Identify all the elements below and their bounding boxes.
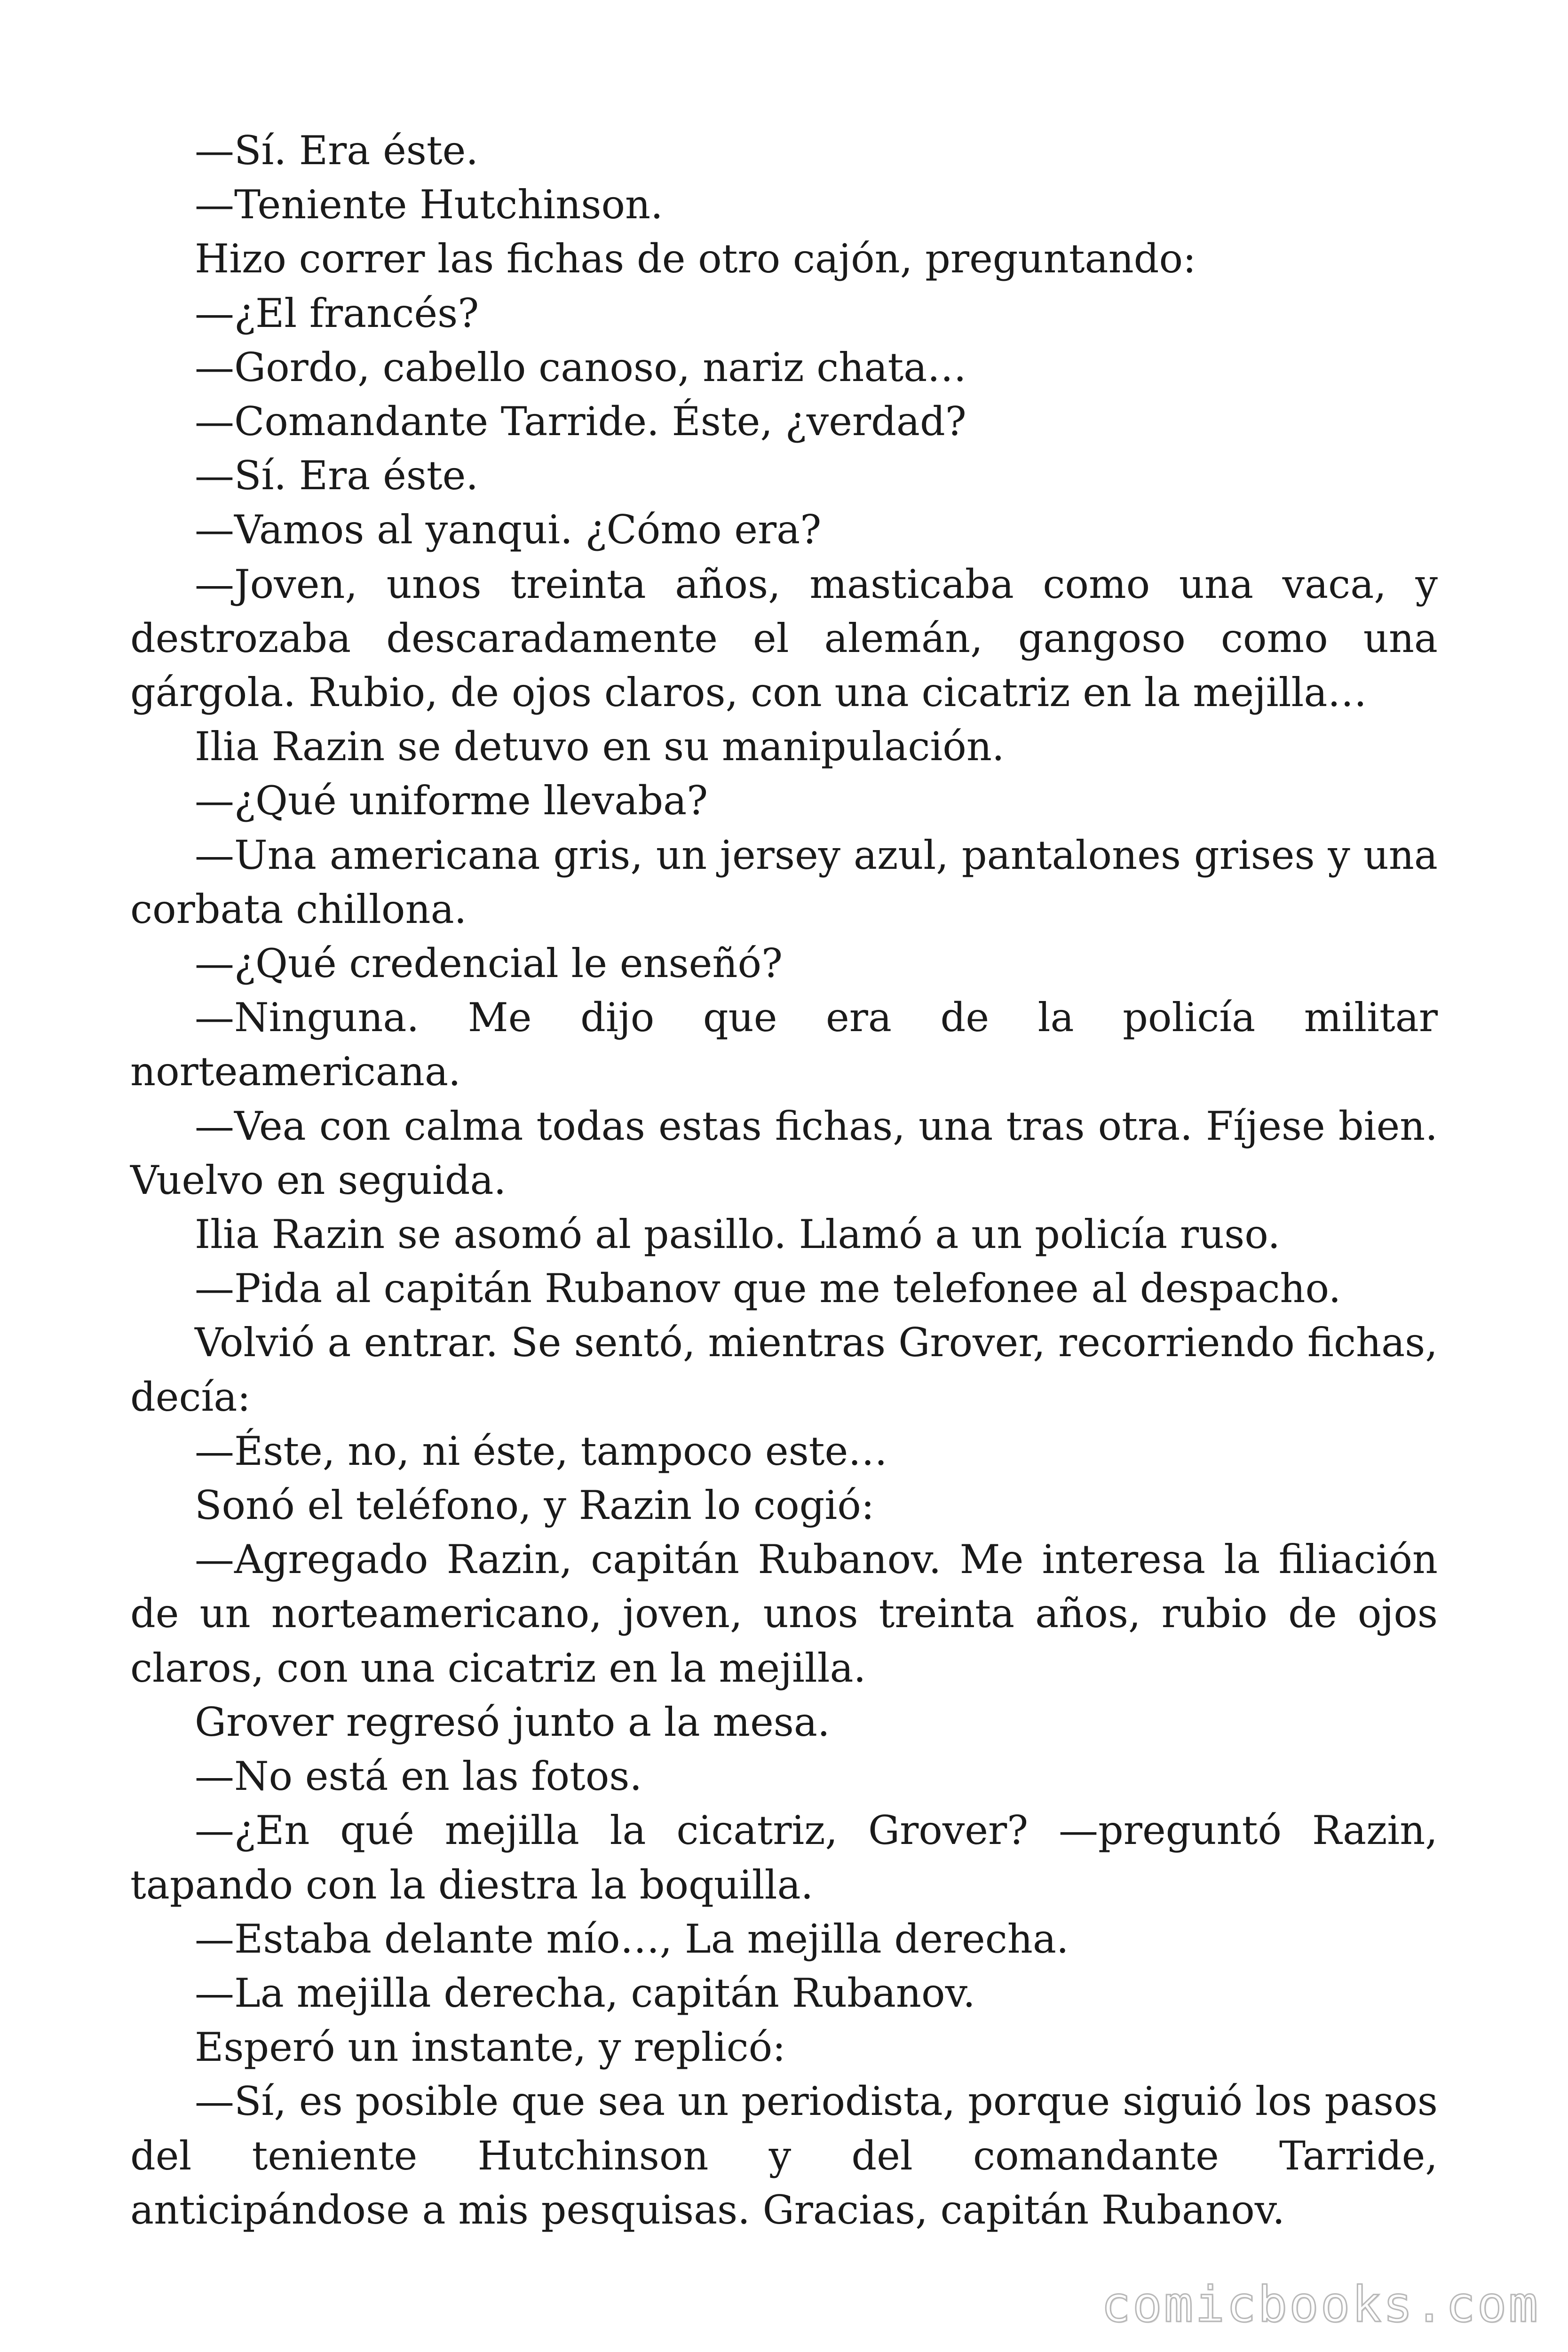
paragraph: —Pida al capitán Rubanov que me telefonee al despacho.: [195, 1265, 1341, 1312]
paragraph: —Sí. Era éste.: [195, 453, 479, 499]
paragraph: Grover regresó junto a la mesa.: [195, 1699, 830, 1745]
body-text: [130, 124, 1438, 2237]
paragraph: —Una americana gris, un jersey azul, pantalones grises y una corbata chillona.: [130, 832, 1438, 932]
paragraph: —Estaba delante mío…, La mejilla derecha.: [195, 1915, 1069, 1962]
watermark: comicbooks.com: [1101, 2276, 1540, 2333]
paragraph: —¿Qué uniforme llevaba?: [195, 778, 708, 824]
paragraph: —Joven, unos treinta años, masticaba como una vaca, y destrozaba descaradamente el alemán, gangoso como una gárgola. Rubio, de ojos claros, con una cicatriz en la mejilla…: [130, 561, 1438, 716]
paragraph: —Éste, no, ni éste, tampoco este…: [195, 1428, 888, 1474]
paragraph: —Gordo, cabello canoso, nariz chata…: [195, 344, 967, 390]
paragraph: Volvió a entrar. Se sentó, mientras Grover, recorriendo fichas, decía:: [130, 1319, 1438, 1420]
paragraph: Sonó el teléfono, y Razin lo cogió:: [195, 1482, 875, 1529]
paragraph: —La mejilla derecha, capitán Rubanov.: [195, 1970, 975, 2016]
paragraph: —¿En qué mejilla la cicatriz, Grover? —preguntó Razin, tapando con la diestra la boquilla.: [130, 1807, 1438, 1908]
paragraph: Ilia Razin se detuvo en su manipulación.: [195, 723, 1005, 770]
paragraph: —Sí, es posible que sea un periodista, porque siguió los pasos del teniente Hutchinson y del comandante Tarride, anticipándose a mis pesquisas. Gracias, capitán Rubanov.: [130, 2078, 1438, 2233]
paragraph: —Agregado Razin, capitán Rubanov. Me interesa la filiación de un norteamericano, joven, unos treinta años, rubio de ojos claros, con una cicatriz en la mejilla.: [130, 1536, 1438, 1691]
paragraph: —Vamos al yanqui. ¿Cómo era?: [195, 507, 822, 553]
paragraph: —Sí. Era éste.: [195, 127, 479, 174]
paragraph: —¿El francés?: [195, 290, 479, 336]
paragraph: —Teniente Hutchinson.: [195, 182, 663, 228]
paragraph: Esperó un instante, y replicó:: [195, 2024, 786, 2071]
paragraph: Ilia Razin se asomó al pasillo. Llamó a un policía ruso.: [195, 1211, 1281, 1258]
paragraph: —No está en las fotos.: [195, 1753, 642, 1800]
paragraph: Hizo correr las fichas de otro cajón, preguntando:: [195, 236, 1196, 282]
paragraph: —Comandante Tarride. Éste, ¿verdad?: [195, 398, 966, 445]
paragraph: —Ninguna. Me dijo que era de la policía militar norteamericana.: [130, 994, 1438, 1095]
paragraph: —¿Qué credencial le enseñó?: [195, 940, 783, 987]
paragraph: —Vea con calma todas estas fichas, una tras otra. Fíjese bien. Vuelvo en seguida.: [130, 1103, 1438, 1203]
